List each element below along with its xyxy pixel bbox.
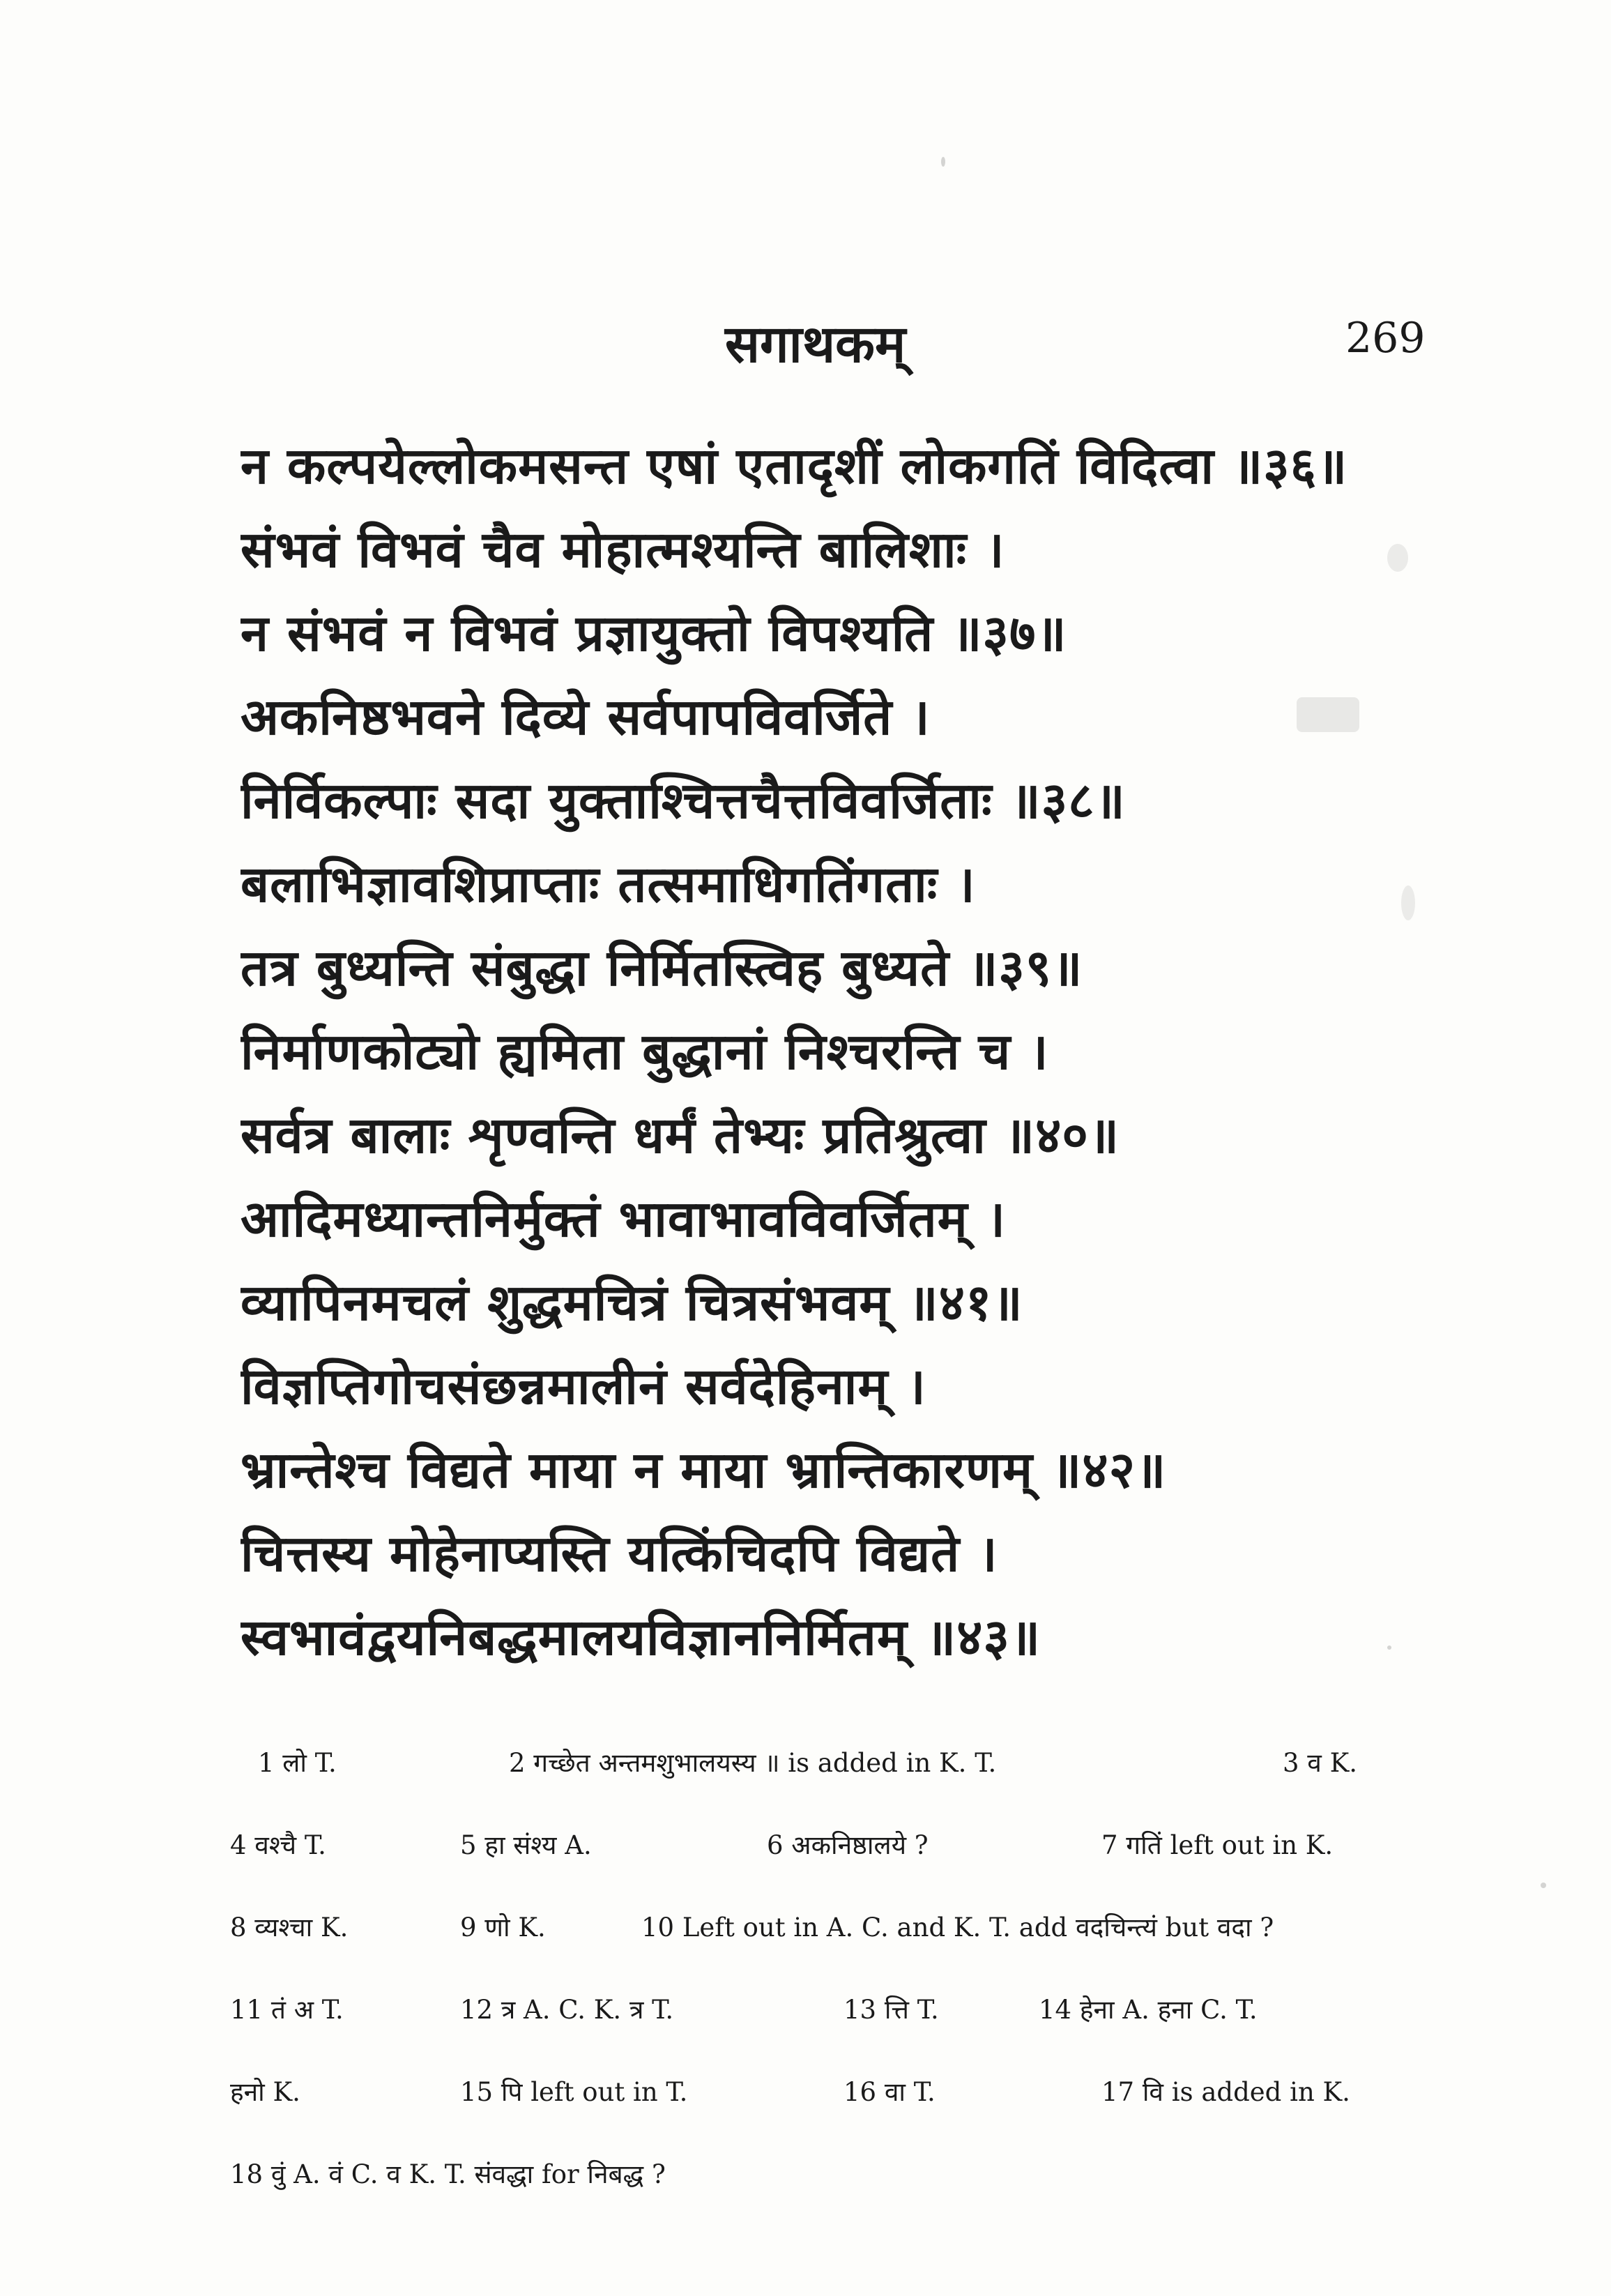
footnote: 3 व K. <box>1283 1748 1358 1778</box>
verse-line: तत्र बुध्यन्ति संबुद्धा निर्मितस्त्विह बुध्यते ॥३९॥ <box>240 938 1083 997</box>
footnote: 6 अकनिष्ठालये ? <box>767 1830 929 1860</box>
scan-speck <box>1387 544 1408 572</box>
scan-speck <box>941 157 945 167</box>
scan-speck <box>1541 1883 1546 1888</box>
verse-line: विज्ञप्तिगोचसंछन्नमालीनं सर्वदेहिनाम् । <box>240 1356 926 1415</box>
verse-line: आदिमध्यान्तनिर्मुक्तं भावाभावविवर्जितम् । <box>240 1189 1007 1248</box>
footnote-line <box>230 1804 1401 1887</box>
footnote: 17 वि is added in K. <box>1101 2077 1350 2107</box>
footnote: 12 त्र A. C. K. त्र T. <box>460 1995 674 2025</box>
verse-line: निर्माणकोट्यो ह्यमिता बुद्धानां निश्चरन्ति च । <box>240 1021 1049 1081</box>
footnote: 14 हेना A. हना C. T. <box>1039 1995 1258 2025</box>
verse-line: निर्विकल्पाः सदा युक्ताश्चित्तचैत्तविवर्जिताः ॥३८॥ <box>240 770 1126 830</box>
page-header <box>0 307 1611 383</box>
footnote-line <box>230 2051 1401 2134</box>
running-title: सगाथकम् <box>725 314 906 374</box>
footnote: 5 हा संश्य A. <box>460 1830 592 1860</box>
verse-block <box>240 424 1440 1679</box>
verse-line: बलाभिज्ञावशिप्राप्ताः तत्समाधिगतिंगताः । <box>240 854 976 913</box>
verse-line: व्यापिनमचलं शुद्धमचित्रं चित्रसंभवम् ॥४१॥ <box>240 1272 1023 1332</box>
footnote-line <box>230 1969 1401 2051</box>
verse-line: अकनिष्ठभवने दिव्ये सर्वपापविवर्जिते । <box>240 687 931 746</box>
scan-speck <box>1401 885 1415 920</box>
footnote-line <box>230 2134 1401 2216</box>
scan-speck <box>1387 1645 1391 1650</box>
verse-line: न कल्पयेल्लोकमसन्त एषां एतादृशीं लोकगतिं विदित्वा ॥३६॥ <box>240 436 1348 495</box>
verse-line: स्वभावंद्वयनिबद्धमालयविज्ञाननिर्मितम् ॥४३॥ <box>240 1607 1041 1666</box>
footnote: हनो K. <box>230 2077 300 2107</box>
page-number: 269 <box>1345 314 1426 363</box>
footnote: 2 गच्छेत अन्तमशुभालयस्य ॥ is added in K. T. <box>509 1748 997 1778</box>
footnote: 4 वश्चै T. <box>230 1830 326 1860</box>
footnote: 8 व्यश्चा K. <box>230 1913 349 1943</box>
verse-line: भ्रान्तेश्च विद्यते माया न माया भ्रान्तिकारणम् ॥४२॥ <box>240 1440 1167 1499</box>
footnote: 15 पि left out in T. <box>460 2077 688 2107</box>
footnote: 10 Left out in A. C. and K. T. add वदचिन्त्यं but वदा ? <box>641 1913 1274 1943</box>
verse-line: सर्वत्र बालाः शृण्वन्ति धर्मं तेभ्यः प्रतिश्रुत्वा ॥४०॥ <box>240 1105 1120 1164</box>
footnote: 9 णो K. <box>460 1913 546 1943</box>
bleed-through-mark <box>1297 697 1359 732</box>
footnote: 13 त्ति T. <box>843 1995 939 2025</box>
verse-line: चित्तस्य मोहेनाप्यस्ति यत्किंचिदपि विद्यते । <box>240 1523 998 1583</box>
footnote: 11 तं अ T. <box>230 1995 344 2025</box>
footnote: 7 गतिं left out in K. <box>1101 1830 1334 1860</box>
footnote: 18 वुं A. वं C. व K. T. संवद्धा for निबद्ध ? <box>230 2159 666 2189</box>
footnotes <box>230 1722 1401 2216</box>
footnote: 16 वा T. <box>843 2077 936 2107</box>
verse-line: संभवं विभवं चैव मोहात्मश्यन्ति बालिशाः । <box>240 519 1005 579</box>
footnote-line <box>230 1887 1401 1969</box>
verse-line: न संभवं न विभवं प्रज्ञायुक्तो विपश्यति ॥३७॥ <box>240 603 1067 662</box>
footnote: 1 लो T. <box>258 1748 337 1778</box>
footnote-line <box>230 1722 1401 1804</box>
